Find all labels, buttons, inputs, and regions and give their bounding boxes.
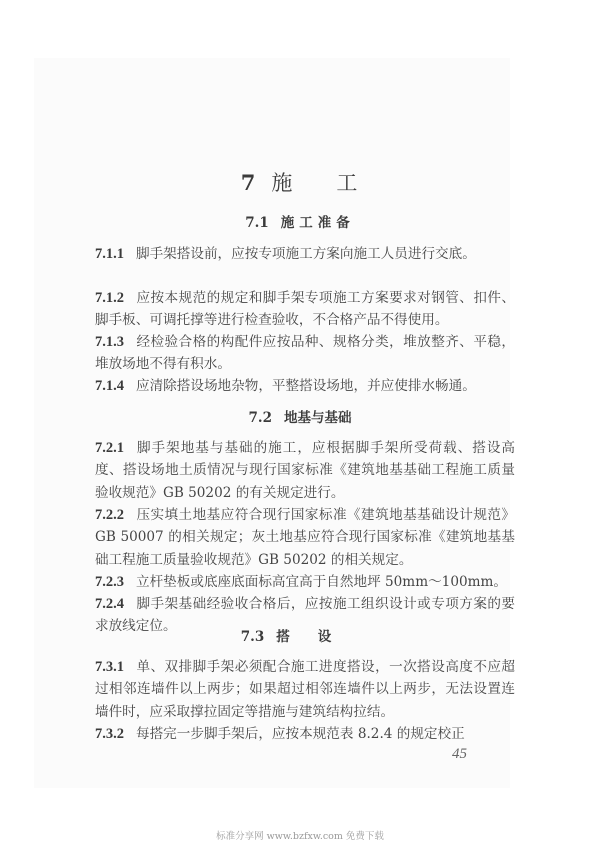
clause-number: 7.1.3 <box>95 334 124 350</box>
clause-text: 应按本规范的规定和脚手架专项施工方案要求对钢管、扣件、脚手板、可调托撑等进行检查验收，不合格产品不得使用。 <box>95 290 515 329</box>
clause <box>95 656 515 723</box>
clause <box>95 571 515 593</box>
clause-number: 7.3.2 <box>95 726 124 742</box>
clause-text: 立杆垫板或底座底面标高宜高于自然地坪 50mm～100mm。 <box>136 574 507 590</box>
clause <box>95 243 515 265</box>
clause <box>95 723 515 745</box>
clause <box>95 287 515 332</box>
chapter-title-char: 工 <box>336 171 360 195</box>
clause-text: 经检验合格的构配件应按品种、规格分类，堆放整齐、平稳，堆放场地不得有积水。 <box>95 334 515 373</box>
section-title <box>0 406 600 426</box>
watermark-footer: 标准分享网 www.bzfxw.com 免费下载 <box>216 831 384 842</box>
section-heading: 地基与基础 <box>284 410 352 426</box>
clause-text: 脚手架基础经验收合格后，应按施工组织设计或专项方案的要求放线定位。 <box>95 596 515 635</box>
section-number: 7.1 <box>245 215 269 231</box>
clause <box>95 331 515 376</box>
clause-number: 7.1.2 <box>95 290 124 306</box>
clause-text: 脚手架地基与基础的施工，应根据脚手架所受荷载、搭设高度、搭设场地土质情况与现行国家标准《建筑地基基础工程施工质量验收规范》GB 50202 的有关规定进行。 <box>95 440 515 501</box>
clause-number: 7.1.4 <box>95 378 124 394</box>
section-heading: 搭设 <box>276 629 360 645</box>
page-number: 45 <box>452 746 467 762</box>
clause-number: 7.3.1 <box>95 659 124 675</box>
clause-text: 单、双排脚手架必须配合施工进度搭设，一次搭设高度不应超过相邻连墙件以上两步；如果超过相邻连墙件以上两步，无法设置连墙件时，应采取撑拉固定等措施与建筑结构拉结。 <box>95 659 515 720</box>
section-title <box>0 211 600 231</box>
clause-number: 7.2.1 <box>95 440 124 456</box>
chapter-number: 7 <box>240 170 258 195</box>
section-heading: 施工准备 <box>280 215 355 231</box>
clause-text: 每搭完一步脚手架后，应按本规范表 8.2.4 的规定校正 <box>136 726 465 742</box>
section-number: 7.2 <box>248 410 272 426</box>
chapter-title-char: 施 <box>271 171 295 195</box>
clause-number: 7.2.4 <box>95 596 124 612</box>
clause <box>95 437 515 504</box>
clause-text: 脚手架搭设前，应按专项施工方案向施工人员进行交底。 <box>136 246 476 262</box>
clause-number: 7.2.2 <box>95 507 124 523</box>
clause-text: 应清除搭设场地杂物，平整搭设场地，并应使排水畅通。 <box>136 378 476 394</box>
clause-number: 7.1.1 <box>95 246 124 262</box>
section-title <box>0 625 600 645</box>
clause-text: 压实填土地基应符合现行国家标准《建筑地基基础设计规范》GB 50007 的相关规定；灰土地基应符合现行国家标准《建筑地基基础工程施工质量验收规范》GB 50202 的相关规定。 <box>95 507 515 568</box>
section-number: 7.3 <box>240 629 265 645</box>
clause <box>95 504 515 571</box>
clause-number: 7.2.3 <box>95 574 124 590</box>
clause <box>95 375 515 397</box>
chapter-title <box>0 167 600 197</box>
